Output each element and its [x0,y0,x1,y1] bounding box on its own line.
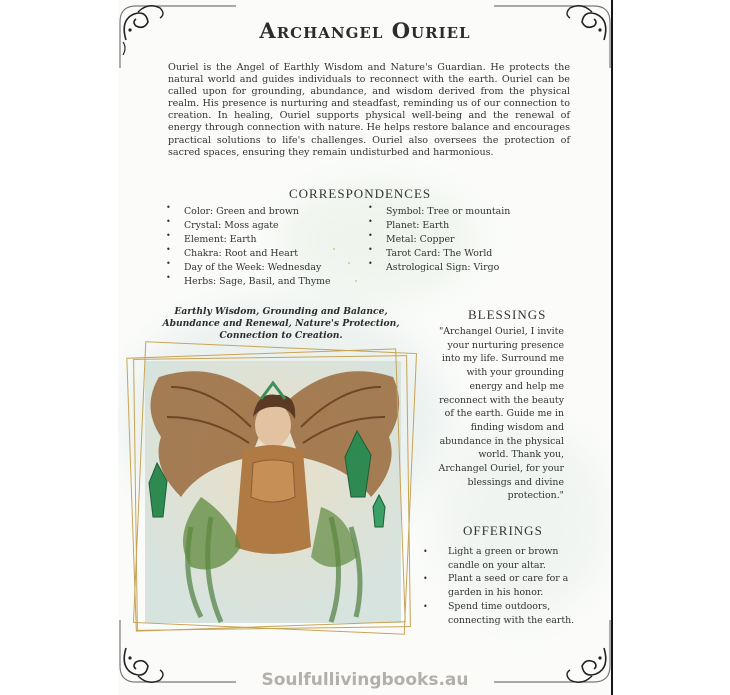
offerings-heading: OFFERINGS [463,523,543,538]
page-edge [611,0,613,695]
blessing-text: "Archangel Ouriel, I invite your nurturing presence into my life. Surround me with your grounding energy and help me reconnect with the beauty of the earth. Guide me in finding wisdom and abundance in the physical world. Thank you, Archangel Ouriel, for your blessings and divine protection." [438,326,564,502]
list-item: • Tarot Card: The World [374,247,510,261]
list-item: • Crystal: Moss agate [172,219,331,233]
blessings-heading: BLESSINGS [468,307,547,322]
offering-text: Light a green or brown candle on your altar. [448,546,559,571]
correspondences-list-left [172,205,331,288]
sparkle [333,248,335,250]
offering-text: Spend time outdoors, connecting with the earth. [448,600,575,626]
list-item: • Astrological Sign: Virgo [374,261,510,275]
sparkle [355,280,357,282]
list-item: • Color: Green and brown [172,205,331,219]
offerings-list [423,545,578,627]
list-item [423,545,578,572]
archangel-artwork [131,347,415,637]
list-item [423,572,578,599]
list-item: • Planet: Earth [374,219,510,233]
correspondences-heading: CORRESPONDENCES [289,186,432,201]
list-item: • Day of the Week: Wednesday [172,261,331,275]
footer-website: Soulfullivingbooks.au [261,670,469,690]
sparkle [348,262,350,264]
tagline: Earthly Wisdom, Grounding and Balance, Abundance and Renewal, Nature's Protection, Connection to Creation. [162,306,400,341]
list-item: • Element: Earth [172,233,331,247]
bullet: • [423,547,428,556]
intro-paragraph: Ouriel is the Angel of Earthly Wisdom and Nature's Guardian. He protects the natural world and guides individuals to reconnect with the earth. Ouriel can be called upon for grounding, abundance, and wisdom derived from the physical realm. His presence is nurturing and steadfast, reminding us of our connection to creation. In healing, Ouriel supports physical well-being and the renewal of energy through connection with nature. He helps restore balance and encourages practical solutions to life's challenges. Ouriel also oversees the protection of sacred spaces, ensuring they remain undisturbed and harmonious. [168,62,570,158]
offering-text: Plant a seed or care for a garden in his honor. [448,573,569,599]
gold-frame [133,355,411,631]
list-item: • Chakra: Root and Heart [172,247,331,261]
list-item [423,600,578,627]
bullet: • [423,601,428,611]
list-item: • Symbol: Tree or mountain [374,205,510,219]
correspondences-list-right [374,205,510,275]
page-title: Archangel Ouriel [259,18,471,43]
list-item: • Herbs: Sage, Basil, and Thyme [172,275,331,289]
bullet: • [423,574,428,584]
list-item: • Metal: Copper [374,233,510,247]
